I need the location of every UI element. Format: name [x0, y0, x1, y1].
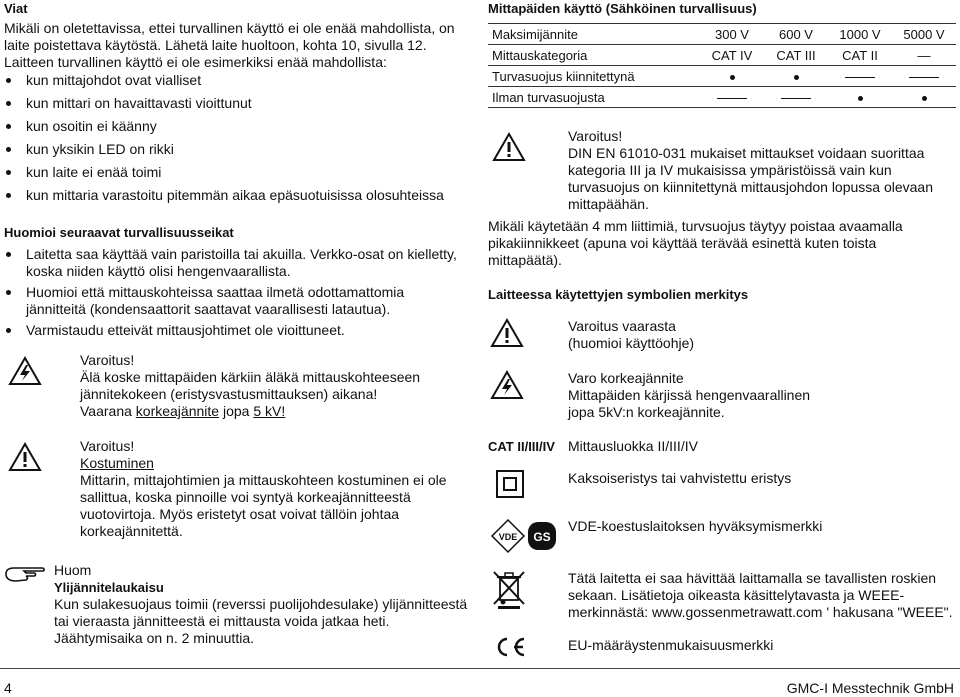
- list-item: kun osoitin ei käänny: [4, 118, 466, 135]
- symbol-description: (huomioi käyttöohje): [568, 335, 695, 351]
- table-cell: [828, 87, 892, 108]
- table-cell: [892, 87, 956, 108]
- symbol-description: jopa 5kV:n korkeajännite.: [568, 404, 725, 420]
- table-row: [488, 45, 956, 66]
- table-cell: 600 V: [764, 24, 828, 45]
- warning-text: Mittarin, mittajohtimien ja mittauskohteen kostuminen ei ole sallittua, koska pinnoille voi syntyä korkeajännitteestä vuotovirtoja. Myös eristetyt osat voivat tällöin johtaa korkeajännitettä.: [80, 472, 447, 539]
- huomioi-heading: Huomioi seuraavat turvallisuusseikat: [4, 225, 234, 240]
- table-row: [488, 87, 956, 108]
- double-insulation-icon: [496, 470, 524, 498]
- warning-triangle-icon: [8, 442, 42, 472]
- warning-title: Varoitus!: [568, 128, 623, 144]
- symbol-description: Varo korkeajännite: [568, 370, 684, 386]
- warning-subtitle: Kostuminen: [80, 455, 154, 471]
- table-heading: Mittapäiden käyttö (Sähköinen turvallisuus): [488, 1, 757, 16]
- note-title: Huom: [54, 562, 92, 578]
- table-cell: 5000 V: [892, 24, 956, 45]
- row-label: Turvasuojus kiinnitettynä: [488, 66, 700, 87]
- warning-text: DIN EN 61010-031 mukaiset mittaukset voidaan suorittaa kategoria III ja IV mukaisissa ympäristöissä vain kun turvasuojus on kiinnitettynä mittausjohdon lopussa olevaan mittapäähän.: [568, 145, 934, 212]
- list-item: kun mittari on havaittavasti vioittunut: [4, 95, 466, 112]
- page-number: 4: [4, 680, 12, 696]
- table-cell: [700, 87, 764, 108]
- table-cell: 1000 V: [828, 24, 892, 45]
- viat-intro: Mikäli on oletettavissa, ettei turvallinen käyttö ei ole enää mahdollista, on laite poistettava käytöstä. Lähetä laite huoltoon, kohta 10, sivulla 12. Laitteen turvallinen käyttö ei ole esimerkiksi enää mahdollista:: [4, 20, 455, 70]
- table-cell: [700, 66, 764, 87]
- table-row: [488, 66, 956, 87]
- warning-triangle-icon: [490, 318, 524, 348]
- vde-gs-mark-icon: [490, 518, 560, 554]
- list-item: Laitetta saa käyttää vain paristoilla tai akuilla. Verkko-osat on kielletty, koska niiden käyttö olisi hengenvaarallista.: [4, 246, 466, 280]
- symbol-description: Tätä laitetta ei saa hävittää laittamalla se tavallisten roskien sekaan. Lisätietoja oikeasta käsittelytavasta ja WEEE-merkinnästä: www.gossenmetrawatt.com ' hakusana "WEEE".: [568, 570, 953, 620]
- weee-bin-icon: [492, 570, 526, 610]
- footer-divider: [0, 668, 960, 669]
- symbol-description: Varoitus vaarasta: [568, 318, 676, 334]
- high-voltage-icon: [490, 370, 524, 400]
- list-item: Varmistaudu etteivät mittausjohtimet ole vioittuneet.: [4, 322, 466, 339]
- warning-triangle-icon: [492, 132, 526, 162]
- table-cell: CAT III: [764, 45, 828, 66]
- table-cell: [892, 66, 956, 87]
- pointing-hand-icon: [4, 564, 46, 584]
- list-item: kun mittajohdot ovat vialliset: [4, 72, 466, 89]
- danger-line: Vaarana korkeajännite jopa 5 kV!: [80, 403, 286, 419]
- note-subtitle: Ylijännitelaukaisu: [54, 580, 164, 595]
- huomioi-list: [4, 246, 466, 339]
- table-cell: [828, 66, 892, 87]
- warning-title: Varoitus!: [80, 352, 135, 368]
- table-cell: CAT II: [828, 45, 892, 66]
- cat-label: CAT II/III/IV: [488, 439, 555, 454]
- table-cell: CAT IV: [700, 45, 764, 66]
- symbol-description: EU-määräystenmukaisuusmerkki: [568, 637, 774, 653]
- list-item: kun laite ei enää toimi: [4, 164, 466, 181]
- table-cell: [764, 66, 828, 87]
- table-cell: 300 V: [700, 24, 764, 45]
- row-label: Maksimijännite: [488, 24, 700, 45]
- viat-list: [4, 70, 466, 204]
- warning-text: Älä koske mittapäiden kärkiin äläkä mittauskohteeseen jännitekokeen (eristysvastusmittauksen) aikana!: [80, 369, 421, 402]
- symbols-heading: Laitteessa käytettyjen symbolien merkitys: [488, 287, 749, 302]
- list-item: Huomioi että mittauskohteissa saattaa ilmetä odottamattomia jännitteitä (kondensaattorit saattavat vaarallisesti latautua).: [4, 284, 466, 318]
- symbol-description: Kaksoiseristys tai vahvistettu eristys: [568, 470, 792, 486]
- table-cell: —: [892, 45, 956, 66]
- list-item: kun yksikin LED on rikki: [4, 141, 466, 158]
- svg-text:VDE: VDE: [498, 532, 518, 542]
- row-label: Mittauskategoria: [488, 45, 700, 66]
- row-label: Ilman turvasuojusta: [488, 87, 700, 108]
- ce-mark-icon: [492, 637, 528, 657]
- tips-text: Mikäli käytetään 4 mm liittimiä, turvsuojus täytyy poistaa avaamalla pikakiinnikkeet (apuna voi käyttää terävää esinettä kuten toista mittapäätä).: [488, 218, 903, 268]
- table-row: [488, 24, 956, 45]
- svg-text:GS: GS: [533, 530, 551, 544]
- viat-heading: Viat: [4, 1, 28, 16]
- symbol-description: Mittapäiden kärjissä hengenvaarallinen: [568, 387, 811, 403]
- table-cell: [764, 87, 828, 108]
- high-voltage-icon: [8, 356, 42, 386]
- warning-title: Varoitus!: [80, 438, 135, 454]
- footer-company: GMC-I Messtechnik GmbH: [786, 680, 954, 696]
- symbol-description: Mittausluokka II/III/IV: [568, 438, 698, 454]
- probe-spec-table: [488, 23, 956, 108]
- list-item: kun mittaria varastoitu pitemmän aikaa epäsuotuisissa olosuhteissa: [4, 187, 466, 204]
- note-text: Kun sulakesuojaus toimii (reverssi puolijohdesulake) ylijännitteestä tai vieraasta jännitteestä ei mittausta voida jatkaa heti. Jäähtymisaika on n. 2 minuuttia.: [54, 596, 468, 646]
- symbol-description: VDE-koestuslaitoksen hyväksymismerkki: [568, 518, 823, 534]
